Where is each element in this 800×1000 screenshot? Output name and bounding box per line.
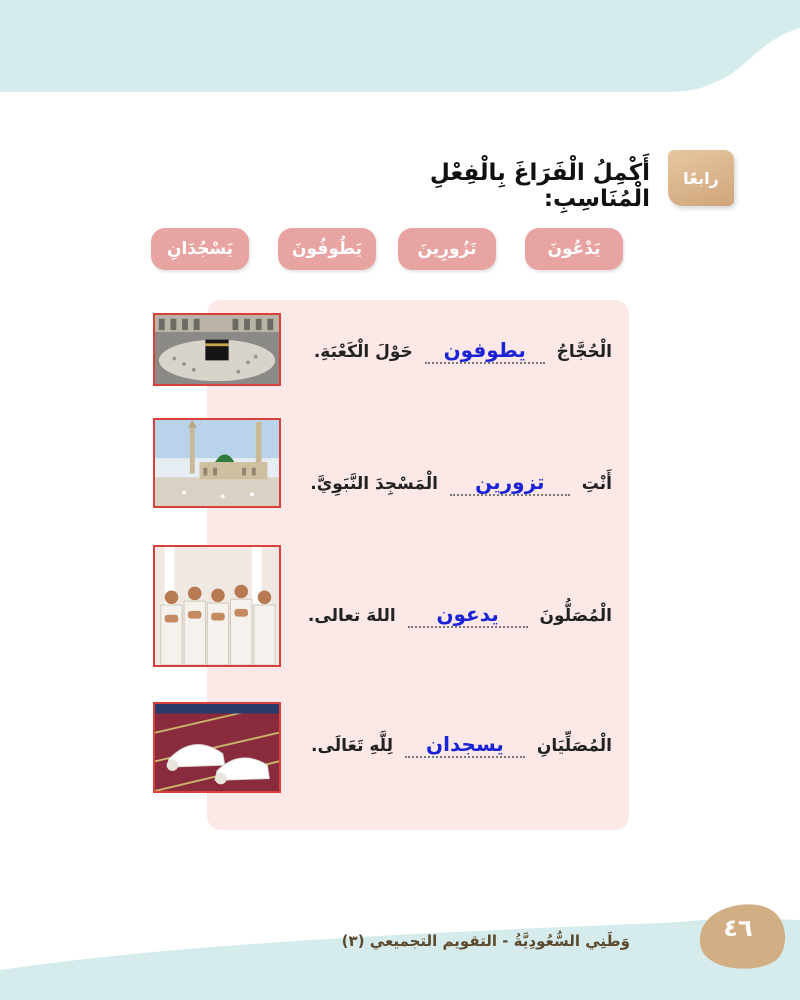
sentence-completion: حَوْلَ الْكَعْبَةِ. <box>313 342 413 362</box>
sentence-completion: اللهَ تعالى. <box>307 606 396 626</box>
word-chip-2: تَزُورِينَ <box>398 228 496 270</box>
sentence-subject: الْحُجَّاجُ <box>556 342 612 362</box>
answer-text: يسجدان <box>426 732 504 756</box>
answer-blank <box>408 604 528 628</box>
word-chip-3: يَطُوفُونَ <box>278 228 376 270</box>
sentence-subject: الْمُصَلِّيَانِ <box>536 736 612 756</box>
sentence-subject: الْمُصَلُّونَ <box>539 606 612 626</box>
word-chip-4: يَسْجُدَانِ <box>151 228 249 270</box>
section-badge: رابعًا <box>668 150 734 206</box>
answer-blank <box>405 734 525 758</box>
exercise-sentence-1 <box>232 340 612 364</box>
header-band <box>0 0 800 100</box>
answer-blank <box>450 472 570 496</box>
sentence-subject: أَنْتِ <box>581 474 612 494</box>
sentence-completion: الْمَسْجِدَ النَّبَوِيَّ. <box>310 474 438 494</box>
exercise-sentence-2 <box>232 472 612 496</box>
instruction-title: أَكْمِلُ الْفَرَاغَ بِالْفِعْلِ الْمُنَاسِبِ: <box>429 160 650 212</box>
word-chip-1: يَدْعُونَ <box>525 228 623 270</box>
answer-blank <box>425 340 545 364</box>
footer-band <box>0 900 800 1000</box>
sentence-completion: لِلَّهِ تَعَالَى. <box>311 736 394 756</box>
answer-text: تزورين <box>475 470 545 494</box>
answer-text: يدعون <box>436 602 499 626</box>
exercise-sentence-4 <box>232 734 612 758</box>
footer-title: وَطَنِي السُّعُودِيَّةُ - التقويم التجميعي (٣) <box>341 932 630 950</box>
answer-text: يطوفون <box>443 338 526 362</box>
exercise-sentence-3 <box>232 604 612 628</box>
page-number: ٤٦ <box>723 914 753 942</box>
